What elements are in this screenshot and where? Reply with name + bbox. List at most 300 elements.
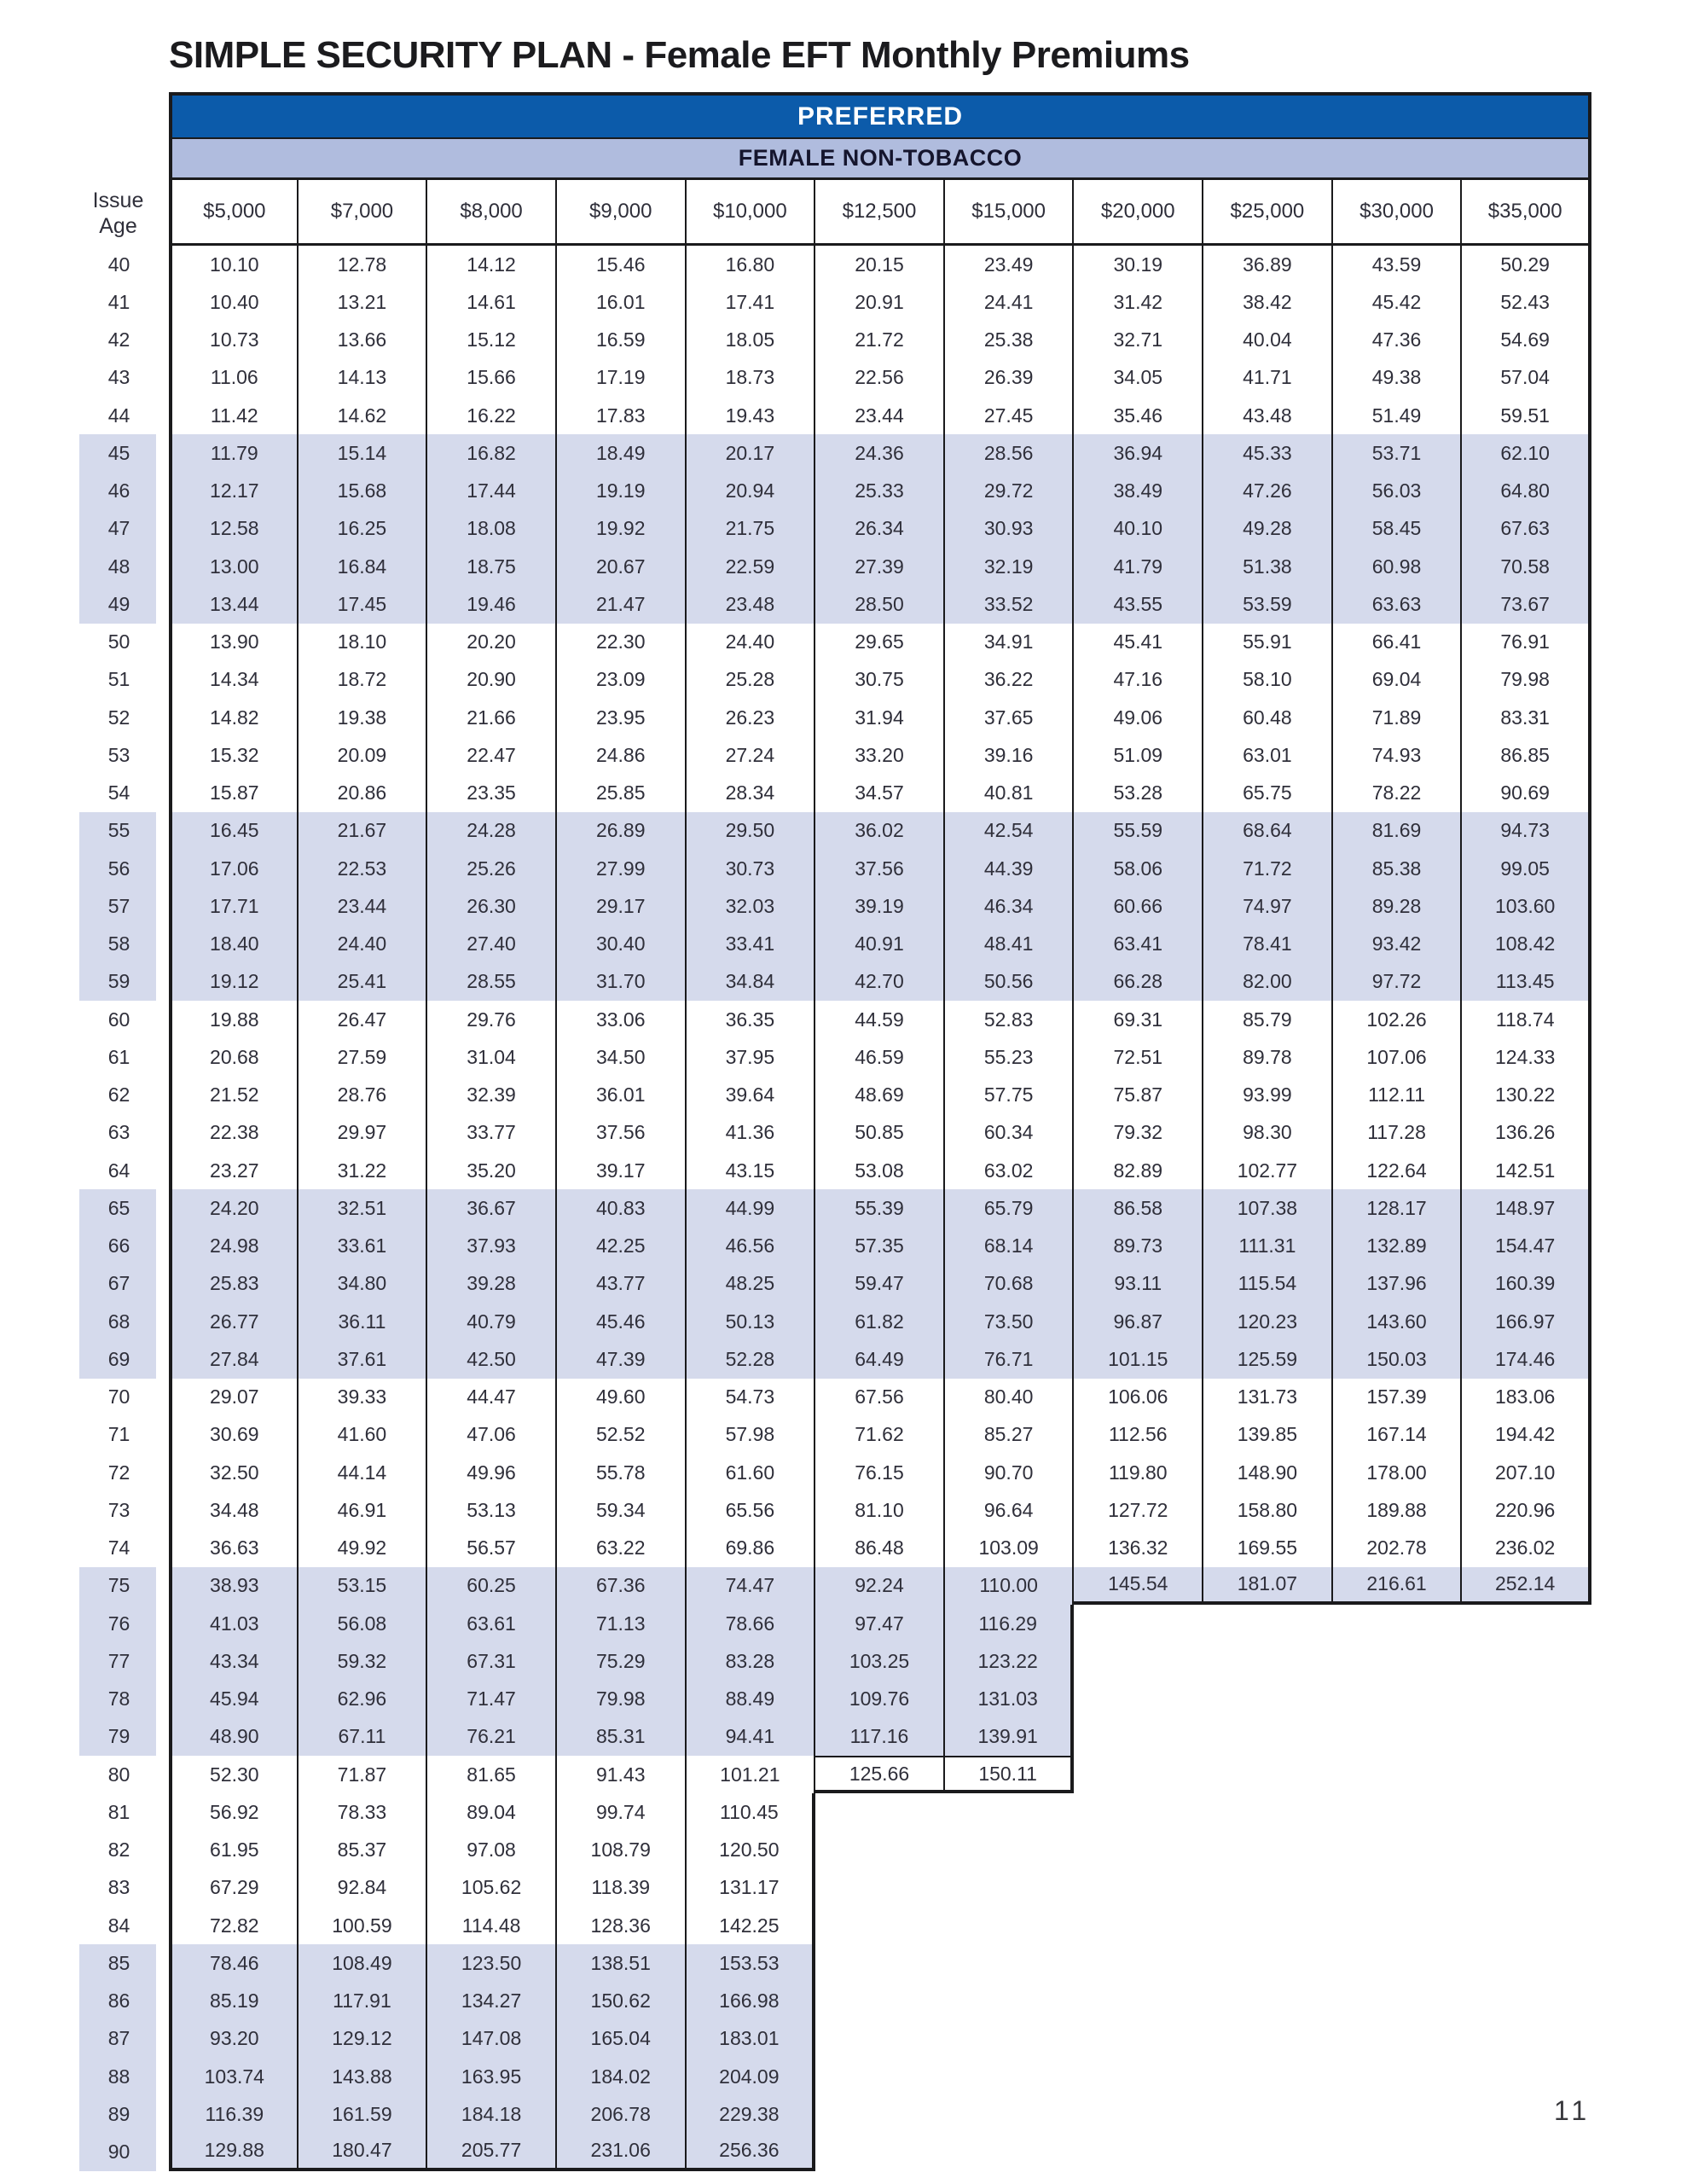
premium-cell: 16.25 <box>299 510 428 548</box>
premium-cell: 15.12 <box>427 322 557 359</box>
premium-cell: 236.02 <box>1462 1530 1591 1567</box>
age-cell: 89 <box>79 2095 169 2133</box>
premium-cell: 23.95 <box>557 699 687 736</box>
premium-cell: 15.14 <box>299 434 428 472</box>
premium-cell: 22.47 <box>427 736 557 774</box>
premium-row <box>79 246 1591 283</box>
premium-cell: 86.85 <box>1462 736 1591 774</box>
age-cell: 41 <box>107 290 130 313</box>
premium-cell: 65.79 <box>945 1189 1075 1227</box>
age-cell: 82 <box>107 1838 130 1862</box>
premium-cell: 184.02 <box>557 2058 687 2095</box>
premium-cell: 79.98 <box>557 1681 687 1718</box>
premium-cell: 29.76 <box>427 1001 557 1038</box>
premium-row <box>79 1001 1591 1038</box>
age-cell: 62 <box>107 1083 130 1107</box>
premium-cell: 39.33 <box>299 1379 428 1416</box>
premium-row <box>79 661 1591 699</box>
premium-cell: 153.53 <box>687 1944 816 1982</box>
page-title-main: SIMPLE SECURITY PLAN <box>169 34 612 76</box>
premium-cell: 55.78 <box>557 1454 687 1491</box>
premium-cell: 36.63 <box>169 1530 299 1567</box>
age-cell: 73 <box>107 1498 130 1521</box>
age-cell: 83 <box>107 1876 130 1899</box>
premium-cell: 72.51 <box>1074 1038 1203 1076</box>
premium-cell: 67.56 <box>815 1379 945 1416</box>
premium-cell: 27.39 <box>815 548 945 585</box>
premium-cell: 43.15 <box>687 1152 816 1189</box>
premium-cell: 108.42 <box>1462 926 1591 963</box>
premium-cell: 19.38 <box>299 699 428 736</box>
premium-cell: 51.09 <box>1074 736 1203 774</box>
premium-row <box>79 1605 1591 1642</box>
premium-cell: 19.12 <box>169 963 299 1001</box>
premium-cell: 26.39 <box>945 359 1075 397</box>
premium-cell: 92.24 <box>815 1567 945 1605</box>
premium-cell: 63.61 <box>427 1605 557 1642</box>
premium-cell: 47.36 <box>1333 322 1463 359</box>
premium-cell: 36.01 <box>557 1077 687 1114</box>
premium-cell: 89.28 <box>1333 887 1463 925</box>
face-amount-header: $35,000 <box>1462 180 1591 246</box>
premium-cell: 29.17 <box>557 887 687 925</box>
premium-cell: 18.75 <box>427 548 557 585</box>
age-cell: 61 <box>107 1045 130 1068</box>
premium-cell: 85.31 <box>557 1718 687 1756</box>
premium-cell: 74.47 <box>687 1567 816 1605</box>
premium-cell: 24.40 <box>687 624 816 661</box>
age-cell: 70 <box>107 1385 130 1409</box>
age-cell: 58 <box>79 926 169 963</box>
premium-cell: 28.56 <box>945 434 1075 472</box>
premium-cell: 206.78 <box>557 2095 687 2133</box>
age-cell: 66 <box>79 1228 169 1265</box>
premium-cell: 180.47 <box>299 2134 428 2171</box>
premium-cell: 49.96 <box>427 1454 557 1491</box>
premium-cell: 33.20 <box>815 736 945 774</box>
premium-cell: 17.71 <box>169 887 299 925</box>
age-cell: 64 <box>107 1159 130 1182</box>
premium-cell: 18.49 <box>557 434 687 472</box>
premium-cell: 56.03 <box>1333 473 1463 510</box>
premium-cell: 65.75 <box>1203 775 1333 812</box>
premium-cell: 40.79 <box>427 1303 557 1340</box>
premium-cell: 46.91 <box>299 1491 428 1529</box>
premium-cell: 26.34 <box>815 510 945 548</box>
face-amount-header: $5,000 <box>169 180 299 246</box>
premium-row <box>79 775 1591 812</box>
age-cell: 48 <box>79 548 169 585</box>
premium-row <box>79 359 1591 397</box>
premium-cell: 89.78 <box>1203 1038 1333 1076</box>
premium-cell: 24.36 <box>815 434 945 472</box>
premium-cell: 57.35 <box>815 1228 945 1265</box>
premium-cell: 31.04 <box>427 1038 557 1076</box>
premium-cell: 11.42 <box>169 397 299 434</box>
premium-cell: 122.64 <box>1333 1152 1463 1189</box>
premium-cell: 67.31 <box>427 1642 557 1680</box>
premium-row <box>79 850 1591 887</box>
premium-cell: 44.14 <box>299 1454 428 1491</box>
premium-cell: 16.45 <box>169 812 299 850</box>
premium-cell: 43.34 <box>169 1642 299 1680</box>
premium-cell: 25.26 <box>427 850 557 887</box>
age-cell: 78 <box>79 1681 169 1718</box>
premium-cell: 73.50 <box>945 1303 1075 1340</box>
premium-cell: 56.57 <box>427 1530 557 1567</box>
premium-cell: 35.20 <box>427 1152 557 1189</box>
premium-cell: 27.59 <box>299 1038 428 1076</box>
premium-row <box>79 1379 1591 1416</box>
premium-cell: 14.61 <box>427 283 557 321</box>
premium-cell: 74.93 <box>1333 736 1463 774</box>
premium-cell: 108.49 <box>299 1944 428 1982</box>
premium-cell: 25.38 <box>945 322 1075 359</box>
age-cell: 60 <box>107 1008 130 1031</box>
premium-cell: 169.55 <box>1203 1530 1333 1567</box>
premium-cell: 71.47 <box>427 1681 557 1718</box>
premium-cell: 46.34 <box>945 887 1075 925</box>
premium-cell: 94.41 <box>687 1718 816 1756</box>
premium-cell: 32.39 <box>427 1077 557 1114</box>
premium-cell: 194.42 <box>1462 1416 1591 1454</box>
premium-cell: 120.23 <box>1203 1303 1333 1340</box>
premium-cell: 28.55 <box>427 963 557 1001</box>
premium-cell: 131.17 <box>687 1869 816 1907</box>
premium-cell: 139.91 <box>945 1718 1075 1756</box>
premium-cell: 13.44 <box>169 585 299 623</box>
premium-cell: 150.03 <box>1333 1340 1463 1378</box>
premium-cell: 34.84 <box>687 963 816 1001</box>
premium-cell: 50.29 <box>1462 246 1591 283</box>
premium-cell: 20.15 <box>815 246 945 283</box>
premium-row <box>79 2020 1591 2058</box>
premium-cell: 68.64 <box>1203 812 1333 850</box>
face-amount-header: $25,000 <box>1203 180 1333 246</box>
premium-cell: 60.66 <box>1074 887 1203 925</box>
premium-cell: 54.73 <box>687 1379 816 1416</box>
premium-cell: 184.18 <box>427 2095 557 2133</box>
premium-cell: 18.10 <box>299 624 428 661</box>
premium-cell: 93.20 <box>169 2020 299 2058</box>
premium-cell: 53.15 <box>299 1567 428 1605</box>
premium-cell: 70.58 <box>1462 548 1591 585</box>
premium-cell: 19.88 <box>169 1001 299 1038</box>
premium-cell: 143.60 <box>1333 1303 1463 1340</box>
age-cell: 57 <box>79 887 169 925</box>
premium-cell: 20.86 <box>299 775 428 812</box>
premium-cell: 58.06 <box>1074 850 1203 887</box>
premium-cell: 34.48 <box>169 1491 299 1529</box>
premium-cell: 16.22 <box>427 397 557 434</box>
premium-cell: 30.40 <box>557 926 687 963</box>
premium-cell: 44.39 <box>945 850 1075 887</box>
premium-cell: 23.49 <box>945 246 1075 283</box>
premium-cell: 20.20 <box>427 624 557 661</box>
premium-cell: 37.56 <box>815 850 945 887</box>
premium-cell: 70.68 <box>945 1265 1075 1303</box>
premium-cell: 58.10 <box>1203 661 1333 699</box>
premium-cell: 123.50 <box>427 1944 557 1982</box>
premium-cell: 41.03 <box>169 1605 299 1642</box>
premium-cell: 33.77 <box>427 1114 557 1152</box>
premium-cell: 80.40 <box>945 1379 1075 1416</box>
premium-cell: 59.51 <box>1462 397 1591 434</box>
premium-cell: 22.38 <box>169 1114 299 1152</box>
age-cell: 63 <box>107 1121 130 1144</box>
premium-cell: 160.39 <box>1462 1265 1591 1303</box>
premium-cell: 79.32 <box>1074 1114 1203 1152</box>
premium-cell: 61.82 <box>815 1303 945 1340</box>
age-cell: 51 <box>107 668 130 691</box>
premium-cell: 23.35 <box>427 775 557 812</box>
premium-cell: 30.73 <box>687 850 816 887</box>
premium-cell: 61.95 <box>169 1832 299 1869</box>
premium-cell: 112.11 <box>1333 1077 1463 1114</box>
premium-cell: 25.33 <box>815 473 945 510</box>
premium-cell: 134.27 <box>427 1983 557 2020</box>
premium-cell: 96.87 <box>1074 1303 1203 1340</box>
premium-cell: 18.73 <box>687 359 816 397</box>
premium-row <box>79 1114 1591 1152</box>
plan-class-label: PREFERRED <box>797 102 964 131</box>
premium-cell: 55.23 <box>945 1038 1075 1076</box>
premium-cell: 167.14 <box>1333 1416 1463 1454</box>
premium-cell: 124.33 <box>1462 1038 1591 1076</box>
issue-age-header-line2: Age <box>99 213 137 238</box>
premium-cell: 229.38 <box>687 2095 816 2133</box>
premium-cell: 37.65 <box>945 699 1075 736</box>
premium-row <box>79 1038 1591 1076</box>
premium-cell: 94.73 <box>1462 812 1591 850</box>
premium-cell: 119.80 <box>1074 1454 1203 1491</box>
premium-cell: 47.26 <box>1203 473 1333 510</box>
premium-row <box>79 1869 1591 1907</box>
premium-cell: 145.54 <box>1074 1567 1203 1605</box>
age-cell: 79 <box>79 1718 169 1756</box>
premium-cell: 181.07 <box>1203 1567 1333 1605</box>
age-cell: 45 <box>79 434 169 472</box>
premium-cell: 109.76 <box>815 1681 945 1718</box>
premium-row <box>79 1491 1591 1529</box>
premium-cell: 161.59 <box>299 2095 428 2133</box>
premium-cell: 15.46 <box>557 246 687 283</box>
premium-cell: 33.52 <box>945 585 1075 623</box>
premium-cell: 111.31 <box>1203 1228 1333 1265</box>
premium-cell: 12.17 <box>169 473 299 510</box>
premium-cell: 107.38 <box>1203 1189 1333 1227</box>
premium-cell: 43.59 <box>1333 246 1463 283</box>
premium-cell: 36.02 <box>815 812 945 850</box>
premium-cell: 32.71 <box>1074 322 1203 359</box>
premium-cell: 55.39 <box>815 1189 945 1227</box>
premium-row <box>79 585 1591 623</box>
premium-cell: 63.63 <box>1333 585 1463 623</box>
premium-cell: 48.25 <box>687 1265 816 1303</box>
premium-cell: 142.25 <box>687 1907 816 1944</box>
premium-cell: 36.35 <box>687 1001 816 1038</box>
premium-cell: 15.68 <box>299 473 428 510</box>
premium-cell: 11.06 <box>169 359 299 397</box>
age-cell: 40 <box>107 253 130 276</box>
premium-cell: 52.30 <box>169 1756 299 1793</box>
premium-row <box>79 548 1591 585</box>
premium-cell: 78.41 <box>1203 926 1333 963</box>
premium-cell: 22.56 <box>815 359 945 397</box>
premium-cell: 103.25 <box>815 1642 945 1680</box>
premium-cell: 23.27 <box>169 1152 299 1189</box>
age-cell: 52 <box>107 706 130 729</box>
premium-cell: 166.98 <box>687 1983 816 2020</box>
premium-cell: 47.39 <box>557 1340 687 1378</box>
age-cell: 67 <box>79 1265 169 1303</box>
premium-cell: 44.47 <box>427 1379 557 1416</box>
premium-cell: 20.68 <box>169 1038 299 1076</box>
premium-cell: 90.70 <box>945 1454 1075 1491</box>
premium-cell: 20.09 <box>299 736 428 774</box>
premium-cell: 21.52 <box>169 1077 299 1114</box>
premium-cell: 69.86 <box>687 1530 816 1567</box>
premium-cell: 16.59 <box>557 322 687 359</box>
premium-cell: 74.97 <box>1203 887 1333 925</box>
age-cell: 55 <box>79 812 169 850</box>
premium-cell: 19.46 <box>427 585 557 623</box>
premium-row <box>79 1530 1591 1567</box>
premium-cell: 21.67 <box>299 812 428 850</box>
premium-cell: 125.59 <box>1203 1340 1333 1378</box>
premium-cell: 27.45 <box>945 397 1075 434</box>
age-cell: 80 <box>107 1763 130 1786</box>
premium-row <box>79 434 1591 472</box>
premium-cell: 63.41 <box>1074 926 1203 963</box>
premium-cell: 57.04 <box>1462 359 1591 397</box>
premium-cell: 125.66 <box>815 1756 945 1793</box>
premium-cell: 166.97 <box>1462 1303 1591 1340</box>
premium-row <box>79 699 1591 736</box>
premium-cell: 85.27 <box>945 1416 1075 1454</box>
premium-cell: 75.29 <box>557 1642 687 1680</box>
premium-cell: 15.66 <box>427 359 557 397</box>
age-cell: 49 <box>79 585 169 623</box>
premium-cell: 34.57 <box>815 775 945 812</box>
premium-cell: 63.22 <box>557 1530 687 1567</box>
premium-row <box>79 510 1591 548</box>
premium-cell: 16.80 <box>687 246 816 283</box>
premium-cell: 56.92 <box>169 1793 299 1831</box>
premium-cell: 49.92 <box>299 1530 428 1567</box>
age-cell: 86 <box>79 1983 169 2020</box>
premium-cell: 78.22 <box>1333 775 1463 812</box>
premium-cell: 115.54 <box>1203 1265 1333 1303</box>
age-cell: 71 <box>107 1423 130 1446</box>
premium-cell: 97.47 <box>815 1605 945 1642</box>
premium-cell: 63.02 <box>945 1152 1075 1189</box>
premium-cell: 136.26 <box>1462 1114 1591 1152</box>
premium-cell: 58.45 <box>1333 510 1463 548</box>
premium-cell: 51.49 <box>1333 397 1463 434</box>
premium-cell: 52.43 <box>1462 283 1591 321</box>
premium-cell: 120.50 <box>687 1832 816 1869</box>
premium-cell: 88.49 <box>687 1681 816 1718</box>
premium-cell: 39.16 <box>945 736 1075 774</box>
premium-cell: 24.86 <box>557 736 687 774</box>
premium-cell: 22.53 <box>299 850 428 887</box>
premium-cell: 24.20 <box>169 1189 299 1227</box>
premium-cell: 33.06 <box>557 1001 687 1038</box>
premium-cell: 130.22 <box>1462 1077 1591 1114</box>
premium-cell: 23.09 <box>557 661 687 699</box>
premium-cell: 71.89 <box>1333 699 1463 736</box>
premium-row <box>79 1832 1591 1869</box>
age-cell: 65 <box>79 1189 169 1227</box>
premium-cell: 33.61 <box>299 1228 428 1265</box>
premium-cell: 37.93 <box>427 1228 557 1265</box>
premium-cell: 60.98 <box>1333 548 1463 585</box>
premium-cell: 139.85 <box>1203 1416 1333 1454</box>
face-amount-header: $9,000 <box>557 180 687 246</box>
premium-cell: 78.66 <box>687 1605 816 1642</box>
premium-cell: 183.06 <box>1462 1379 1591 1416</box>
premium-cell: 20.94 <box>687 473 816 510</box>
premium-cell: 29.72 <box>945 473 1075 510</box>
premium-table <box>79 92 1591 2171</box>
premium-cell: 129.12 <box>299 2020 428 2058</box>
premium-cell: 42.54 <box>945 812 1075 850</box>
premium-cell: 148.97 <box>1462 1189 1591 1227</box>
age-cell: 88 <box>79 2058 169 2095</box>
premium-row <box>79 1152 1591 1189</box>
face-amount-header: $30,000 <box>1333 180 1463 246</box>
premium-cell: 148.90 <box>1203 1454 1333 1491</box>
premium-cell: 48.69 <box>815 1077 945 1114</box>
premium-cell: 40.04 <box>1203 322 1333 359</box>
premium-cell: 142.51 <box>1462 1152 1591 1189</box>
premium-cell: 17.44 <box>427 473 557 510</box>
premium-cell: 56.08 <box>299 1605 428 1642</box>
premium-row <box>79 1944 1591 1982</box>
premium-cell: 67.11 <box>299 1718 428 1756</box>
premium-cell: 123.22 <box>945 1642 1075 1680</box>
premium-cell: 21.66 <box>427 699 557 736</box>
premium-cell: 96.64 <box>945 1491 1075 1529</box>
premium-cell: 93.99 <box>1203 1077 1333 1114</box>
page-title-sub: Female EFT Monthly Premiums <box>644 34 1190 76</box>
premium-cell: 216.61 <box>1333 1567 1463 1605</box>
premium-row <box>79 473 1591 510</box>
premium-cell: 98.30 <box>1203 1114 1333 1152</box>
premium-cell: 10.10 <box>169 246 299 283</box>
premium-cell: 31.70 <box>557 963 687 1001</box>
premium-cell: 128.36 <box>557 1907 687 1944</box>
premium-cell: 10.73 <box>169 322 299 359</box>
premium-cell: 61.60 <box>687 1454 816 1491</box>
age-cell: 43 <box>107 366 130 389</box>
premium-cell: 22.59 <box>687 548 816 585</box>
premium-cell: 49.38 <box>1333 359 1463 397</box>
age-cell: 68 <box>79 1303 169 1340</box>
premium-cell: 76.91 <box>1462 624 1591 661</box>
premium-cell: 150.11 <box>945 1756 1075 1793</box>
premium-cell: 36.11 <box>299 1303 428 1340</box>
premium-cell: 21.72 <box>815 322 945 359</box>
premium-cell: 93.42 <box>1333 926 1463 963</box>
age-cell: 42 <box>107 328 130 351</box>
premium-cell: 66.41 <box>1333 624 1463 661</box>
premium-cell: 113.45 <box>1462 963 1591 1001</box>
premium-cell: 82.00 <box>1203 963 1333 1001</box>
premium-cell: 39.19 <box>815 887 945 925</box>
premium-cell: 42.25 <box>557 1228 687 1265</box>
